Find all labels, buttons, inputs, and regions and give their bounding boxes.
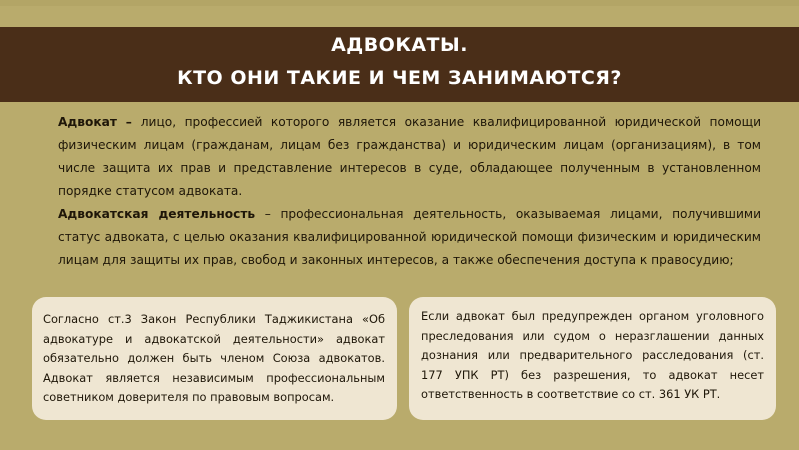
definition-lawyer-text: лицо, профессией которого является оказание квалифицированной юридической помощи физическим лицам (гражданам, лицам без гражданства) и юридическим лицам (организациям), в том числе защита их прав и представление интересов в суде, обладающее полученным в установленном порядке статусом адвоката. [58, 115, 762, 198]
title-banner [0, 27, 799, 102]
top-strip [0, 0, 799, 6]
title-line-2: КТО ОНИ ТАКИЕ И ЧЕМ ЗАНИМАЮТСЯ? [177, 67, 622, 89]
info-card-membership-text: Согласно ст.3 Закон Республики Таджикистана «Об адвокатуре и адвокатской деятельности» адвокат обязательно должен быть членом Союза адвокатов. Адвокат является независимым профессиональным советником доверителя по правовым вопросам. [43, 312, 385, 404]
info-card-liability-text: Если адвокат был предупрежден органом уголовного преследования или судом о неразглашении данных дознания или предварительного расследования (ст. 177 УПК РТ) без разрешения, то адвокат несет ответственность в соответствие со ст. 361 УК РТ. [421, 309, 764, 401]
definition-advocacy-term: Адвокатская деятельность [58, 207, 256, 221]
definition-advocacy [58, 203, 761, 272]
info-card-liability [409, 297, 776, 420]
info-card-membership [32, 297, 397, 420]
definition-advocacy-text: – профессиональная деятельность, оказываемая лицами, получившими статус адвоката, с целью оказания квалифицированной юридической помощи физическим и юридическим лицам для защиты их прав, свобод и законных интересов, а также обеспечения доступа к правосудию; [58, 207, 761, 267]
definition-lawyer-term: Адвокат – [58, 115, 141, 129]
title-line-1: АДВОКАТЫ. [331, 34, 468, 56]
definition-lawyer [58, 111, 761, 203]
